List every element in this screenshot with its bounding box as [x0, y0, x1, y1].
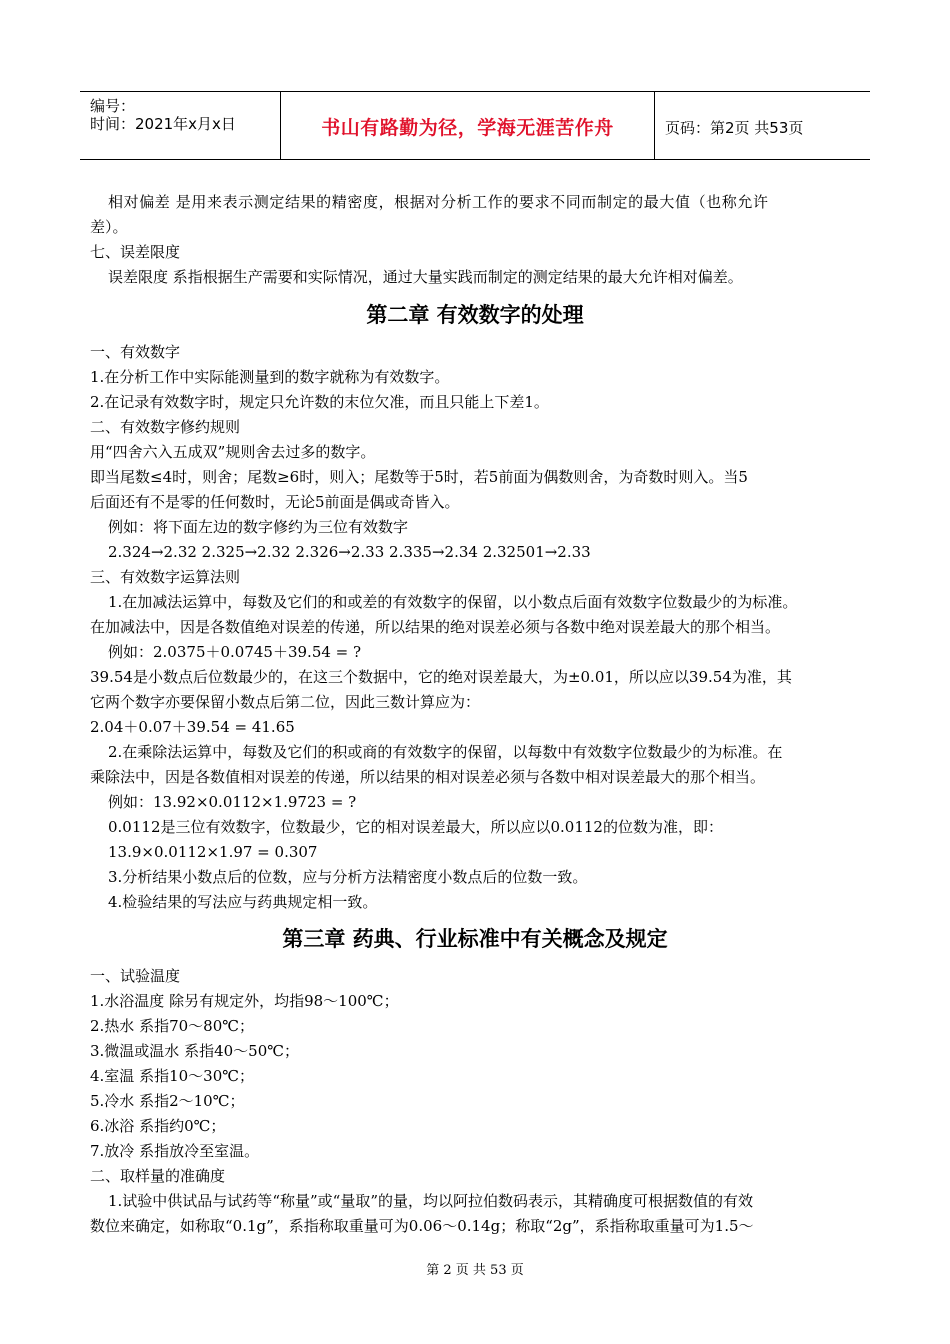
- chapter-title: 第二章 有效数字的处理: [366, 303, 584, 327]
- paragraph-line: 即当尾数≤4时，则舍；尾数≥6时，则入；尾数等于5时，若5前面为偶数则舍，为奇数时则入。当5: [90, 468, 748, 486]
- paragraph-line: 13.9×0.0112×1.97 = 0.307: [108, 843, 318, 861]
- paragraph-line: 例如：2.0375＋0.0745＋39.54 = ?: [108, 643, 362, 661]
- paragraph-line: 39.54是小数点后位数最少的，在这三个数据中，它的绝对误差最大，为±0.01，所以应以39.54为准，其: [90, 668, 792, 686]
- paragraph-line: 乘除法中，因是各数值相对误差的传递，所以结果的相对误差必须与各数中相对误差最大的那个相当。: [90, 768, 766, 786]
- section-heading: 七、误差限度: [90, 243, 181, 261]
- paragraph-line: 用“四舍六入五成双”规则舍去过多的数字。: [90, 443, 376, 461]
- paragraph-line: 0.0112是三位有效数字，位数最少，它的相对误差最大，所以应以0.0112的位数为准，即：: [108, 818, 723, 836]
- page-footer: 第 2 页 共 53 页: [426, 1263, 524, 1278]
- header-page-cell: [655, 92, 870, 159]
- paragraph-line: 3.分析结果小数点后的位数，应与分析方法精密度小数点后的位数一致。: [108, 868, 588, 886]
- document-header: [80, 91, 870, 160]
- paragraph-line: 2.在乘除法运算中，每数及它们的积或商的有效数字的保留，以每数中有效数字位数最少的为标准。在: [108, 743, 783, 761]
- paragraph-line: 例如：13.92×0.0112×1.9723 = ?: [108, 793, 357, 811]
- paragraph-line: 2.04＋0.07＋39.54 = 41.65: [90, 718, 295, 736]
- paragraph-line: 相对偏差 是用来表示测定结果的精密度，根据对分析工作的要求不同而制定的最大值（也称允许: [108, 193, 769, 211]
- paragraph-line: 误差限度 系指根据生产需要和实际情况，通过大量实践而制定的测定结果的最大允许相对偏差。: [108, 268, 743, 286]
- list-item: 2.热水 系指70～80℃；: [90, 1017, 255, 1035]
- section-heading: 三、有效数字运算法则: [90, 568, 241, 586]
- motto: 书山有路勤为径，学海无涯苦作舟: [321, 117, 614, 139]
- section-heading: 二、有效数字修约规则: [90, 418, 241, 436]
- section-heading: 一、有效数字: [90, 343, 181, 361]
- list-item: 7.放冷 系指放冷至室温。: [90, 1142, 260, 1160]
- section-heading: 二、取样量的准确度: [90, 1167, 226, 1185]
- paragraph-line: 1.在分析工作中实际能测量到的数字就称为有效数字。: [90, 368, 450, 386]
- time-label: 时间：2021年x月x日: [90, 115, 236, 133]
- list-item: 4.室温 系指10～30℃；: [90, 1067, 255, 1085]
- paragraph-line: 2.在记录有效数字时，规定只允许数的末位欠准，而且只能上下差1。: [90, 393, 549, 411]
- paragraph-line: 数位来确定，如称取“0.1g”，系指称取重量可为0.06～0.14g；称取“2g”，系指称取重量可为1.5～: [90, 1217, 754, 1235]
- paragraph-line: 差）。: [90, 218, 128, 236]
- page-info: 页码：第2页 共53页: [665, 119, 804, 137]
- section-heading: 一、试验温度: [90, 967, 181, 985]
- header-info-cell: [80, 92, 281, 159]
- paragraph-line: 在加减法中，因是各数值绝对误差的传递，所以结果的绝对误差必须与各数中绝对误差最大的那个相当。: [90, 618, 781, 636]
- header-motto-cell: [281, 92, 655, 159]
- paragraph-line: 它两个数字亦要保留小数点后第二位，因此三数计算应为：: [90, 693, 481, 711]
- list-item: 1.水浴温度 除另有规定外，均指98～100℃；: [90, 992, 399, 1010]
- chapter-title: 第三章 药典、行业标准中有关概念及规定: [282, 927, 668, 951]
- code-label: 编号：: [90, 97, 136, 115]
- paragraph-line: 例如：将下面左边的数字修约为三位有效数字: [108, 518, 409, 536]
- paragraph-line: 1.在加减法运算中，每数及它们的和或差的有效数字的保留，以小数点后面有效数字位数最少的为标准。: [108, 593, 798, 611]
- paragraph-line: 后面还有不是零的任何数时，无论5前面是偶或奇皆入。: [90, 493, 460, 511]
- paragraph-line: 1.试验中供试品与试药等“称量”或“量取”的量，均以阿拉伯数码表示，其精确度可根据数值的有效: [108, 1192, 753, 1210]
- paragraph-line: 4.检验结果的写法应与药典规定相一致。: [108, 893, 378, 911]
- list-item: 6.冰浴 系指约0℃；: [90, 1117, 226, 1135]
- list-item: 3.微温或温水 系指40～50℃；: [90, 1042, 300, 1060]
- paragraph-line: 2.324→2.32 2.325→2.32 2.326→2.33 2.335→2.34 2.32501→2.33: [108, 543, 591, 561]
- list-item: 5.冷水 系指2～10℃；: [90, 1092, 245, 1110]
